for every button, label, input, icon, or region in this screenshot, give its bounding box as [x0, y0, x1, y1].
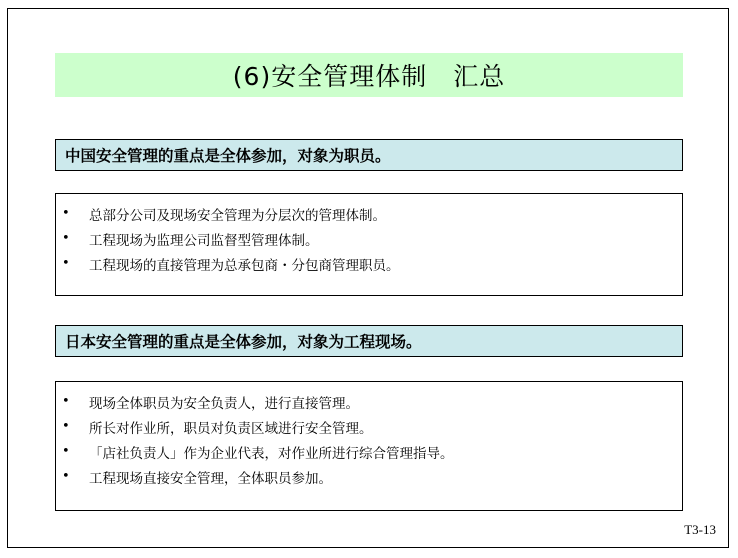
bullet-icon: •: [62, 469, 70, 484]
bullet-icon: •: [62, 206, 70, 221]
list-item: [56, 251, 682, 276]
list-item: [56, 389, 682, 414]
list-item: [56, 414, 682, 439]
title-banner: [55, 53, 683, 97]
list-item: [56, 439, 682, 464]
list-item-text: 总部分公司及现场安全管理为分层次的管理体制。: [89, 207, 386, 224]
list-item-text: 工程现场为监理公司监督型管理体制。: [89, 232, 319, 249]
bullet-icon: •: [62, 419, 70, 434]
china-heading: 中国安全管理的重点是全体参加，对象为职员。: [65, 146, 391, 165]
bullet-icon: •: [62, 394, 70, 409]
bullet-icon: •: [62, 444, 70, 459]
bullet-icon: •: [62, 231, 70, 246]
list-item-text: 所长对作业所，职员对负责区域进行安全管理。: [89, 420, 373, 437]
page-number: T3-13: [684, 522, 716, 537]
bullet-icon: •: [62, 256, 70, 271]
china-bullet-list: [55, 193, 683, 296]
japan-bullet-list: [55, 381, 683, 511]
list-item-text: 现场全体职员为安全负责人，进行直接管理。: [89, 395, 359, 412]
list-item-text: 工程现场的直接管理为总承包商・分包商管理职员。: [89, 257, 400, 274]
list-item-text: 工程现场直接安全管理，全体职员参加。: [89, 470, 332, 487]
list-item: [56, 226, 682, 251]
page-title: (6)安全管理体制 汇总: [232, 62, 506, 91]
list-item: [56, 201, 682, 226]
list-item: [56, 464, 682, 489]
japan-heading-box: [55, 325, 683, 357]
china-heading-box: [55, 139, 683, 171]
list-item-text: 「店社负责人」作为企业代表，对作业所进行综合管理指导。: [89, 445, 454, 462]
japan-heading: 日本安全管理的重点是全体参加，对象为工程现场。: [65, 332, 422, 351]
